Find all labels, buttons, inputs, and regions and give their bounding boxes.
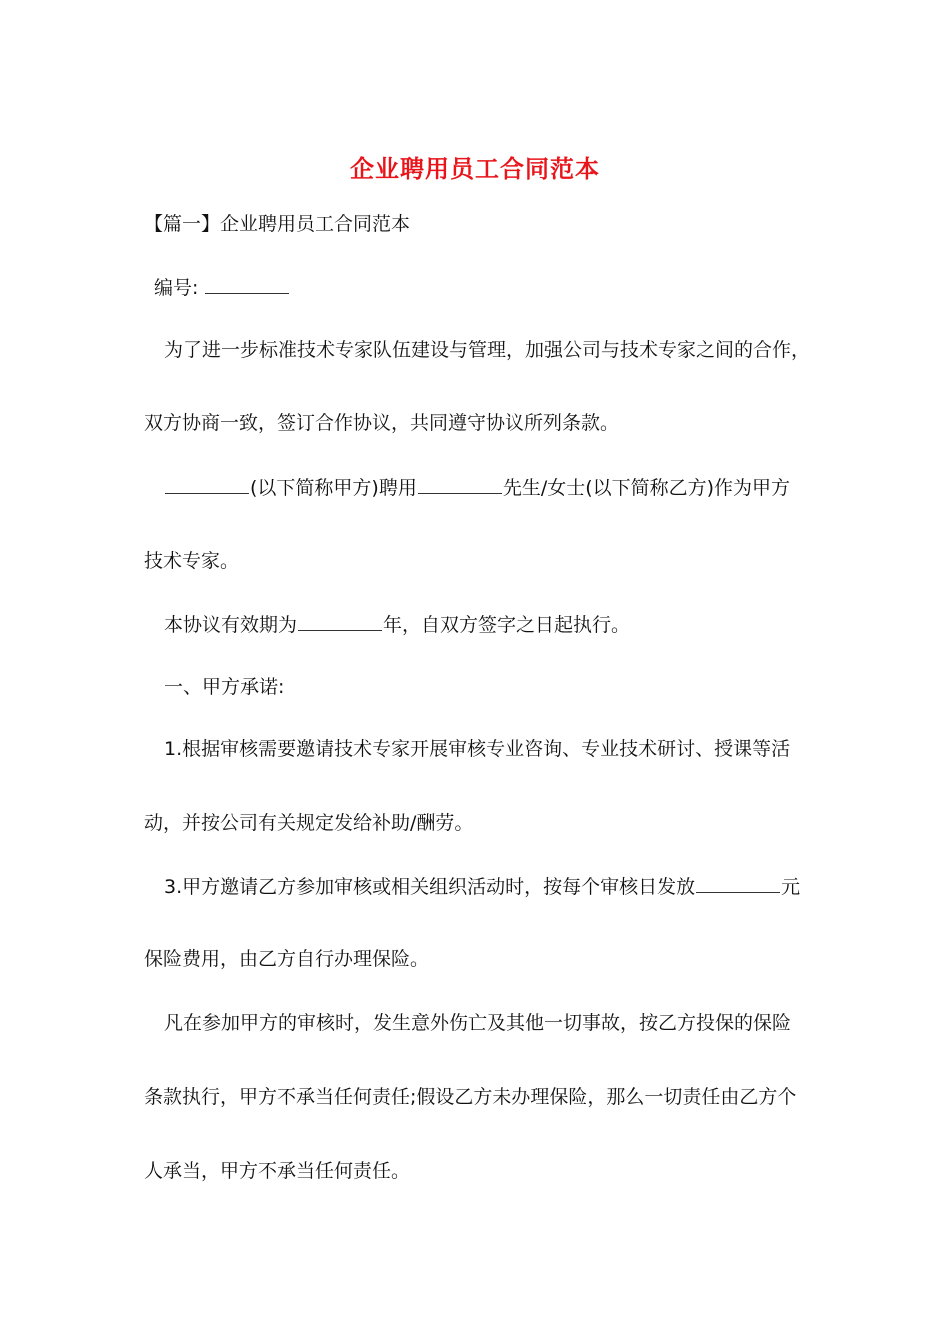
item-1-line-2: 动，并按公司有关规定发给补助/酬劳。 <box>144 812 474 834</box>
item-3-line-1 <box>164 874 800 899</box>
item-3-part-2: 元 <box>781 876 801 898</box>
paragraph-3-line-1 <box>164 612 630 637</box>
paragraph-2-line-2: 技术专家。 <box>144 550 240 572</box>
paragraph-1-line-1: 为了进一步标准技术专家队伍建设与管理，加强公司与技术专家之间的合作， <box>164 339 811 361</box>
paragraph-4-line-3: 人承当，甲方不承当任何责任。 <box>144 1160 411 1182</box>
party-b-blank <box>418 475 502 494</box>
paragraph-3-part-2: 年，自双方签字之日起执行。 <box>383 614 631 636</box>
item-1-line-1: 1.根据审核需要邀请技术专家开展审核专业咨询、专业技术研讨、授课等活 <box>164 738 791 760</box>
paragraph-4-line-1: 凡在参加甲方的审核时，发生意外伤亡及其他一切事故，按乙方投保的保险 <box>164 1012 792 1034</box>
paragraph-2-part-2: 先生/女士(以下简称乙方)作为甲方 <box>502 477 791 499</box>
number-blank <box>205 275 289 294</box>
item-3-line-2: 保险费用，由乙方自行办理保险。 <box>144 948 430 970</box>
paragraph-3-part-1: 本协议有效期为 <box>164 614 298 636</box>
item-3-part-1: 3.甲方邀请乙方参加审核或相关组织活动时，按每个审核日发放 <box>164 876 696 898</box>
section-1-heading: 一、甲方承诺: <box>164 676 285 698</box>
document-title: 企业聘用员工合同范本 <box>350 154 600 183</box>
paragraph-2-line-1 <box>164 475 790 500</box>
number-label: 编号: <box>154 277 199 299</box>
paragraph-1-line-2: 双方协商一致，签订合作协议，共同遵守协议所列条款。 <box>144 412 620 434</box>
paragraph-2-part-1: (以下简称甲方)聘用 <box>250 477 417 499</box>
section-heading: 【篇一】企业聘用员工合同范本 <box>144 213 411 235</box>
number-line <box>154 275 290 300</box>
daily-amount-blank <box>696 874 780 893</box>
party-a-blank <box>165 475 249 494</box>
term-years-blank <box>298 612 382 631</box>
paragraph-4-line-2: 条款执行，甲方不承当任何责任;假设乙方未办理保险，那么一切责任由乙方个 <box>144 1086 797 1108</box>
